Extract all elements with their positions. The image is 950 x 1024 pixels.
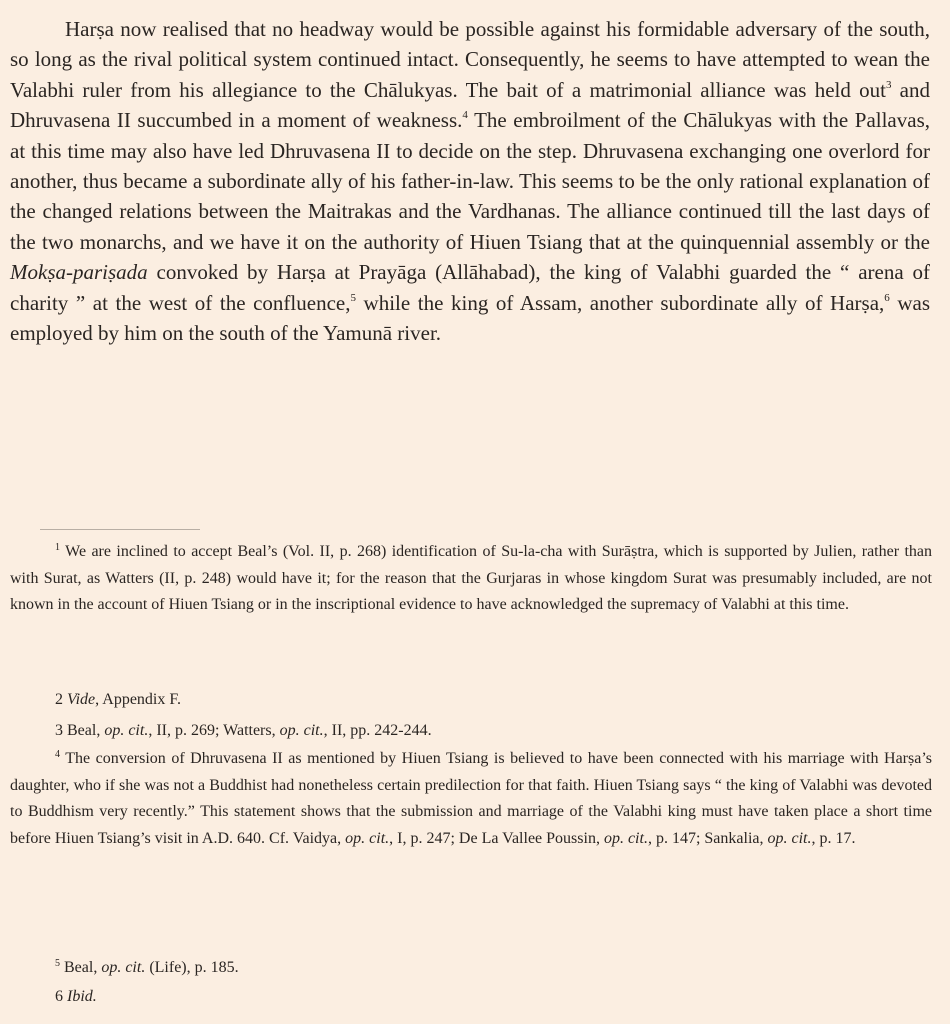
footnote-text bbox=[10, 955, 932, 982]
footnote-text bbox=[10, 746, 932, 852]
footnote-body: (Life), p. 185. bbox=[145, 959, 239, 976]
footnote-number: 5 bbox=[55, 958, 60, 969]
footnote-body: , II, pp. 242-244. bbox=[323, 722, 432, 739]
footnote-text bbox=[10, 539, 932, 619]
footnote-text bbox=[10, 687, 932, 714]
text-run: while the king of Assam, another subordinate ally of Harṣa, bbox=[355, 290, 885, 315]
footnote-6 bbox=[10, 984, 932, 1011]
footnote-ref-6[interactable]: 6 bbox=[884, 291, 890, 304]
footnote-body: The conversion of Dhruvasena II as mentioned by Hiuen Tsiang is believed to have been connected with his marriage with Harṣa’s daughter, who if she was not a Buddhist had nonetheless certain predilection for that faith. Hiuen Tsiang says “ the king of Valabhi was devoted to Buddhism very recently.” This statement shows that the submission and marriage of the Valabhi king must have taken place a short time before Hiuen Tsiang’s visit in bbox=[10, 750, 932, 847]
main-paragraph bbox=[10, 14, 930, 348]
footnote-5 bbox=[10, 955, 932, 982]
text-run: was employed by him on the south of the Yamunā river. bbox=[10, 290, 930, 346]
footnote-body: , p. 147; Sankalia, bbox=[647, 829, 768, 847]
footnote-1 bbox=[10, 539, 932, 619]
footnote-2 bbox=[10, 687, 932, 714]
footnote-number: 3 bbox=[55, 722, 63, 739]
italic-term: op. cit. bbox=[767, 829, 812, 847]
footnote-body: Beal, bbox=[60, 959, 102, 976]
italic-term: op. cit. bbox=[104, 722, 149, 739]
footnote-ref-3[interactable]: 3 bbox=[885, 78, 892, 91]
italic-term: Mokṣa-pariṣada bbox=[10, 260, 148, 285]
text-run: Harṣa now realised that no headway would be possible against his formidable adversary of the south, so long as the rival political system continued intact. Consequently, he seems to have attempted to wean the Valabhi ruler from his allegiance to the Chālukyas. The bait of a matrimonial alliance was held out bbox=[10, 17, 930, 102]
text-run: and Dhruvasena II succumbed in a moment of weakness. bbox=[10, 77, 930, 133]
body-text bbox=[10, 14, 930, 348]
footnote-body: , II, p. 269; Watters, bbox=[148, 722, 280, 739]
footnote-3 bbox=[10, 718, 932, 745]
footnote-body: , p. 17. bbox=[811, 829, 856, 847]
footnote-number: 6 bbox=[55, 988, 63, 1005]
footnote-body: Beal, bbox=[63, 722, 105, 739]
footnote-ref-5[interactable]: 5 bbox=[350, 291, 356, 304]
italic-term: Vide bbox=[67, 691, 96, 708]
footnote-body: 640. Cf. Vaidya, bbox=[233, 829, 346, 847]
footnote-4 bbox=[10, 746, 932, 852]
footnote-text bbox=[10, 984, 932, 1011]
era-abbrev: A.D. bbox=[201, 829, 234, 847]
footnote-ref-4[interactable]: 4 bbox=[462, 109, 468, 122]
footnote-text bbox=[10, 718, 932, 745]
italic-term: op. cit. bbox=[603, 829, 648, 847]
text-run: convoked by Harṣa at Prayāga (Allāhabad), the king of Valabhi guarded the “ arena of charity ” at the west of the confluence, bbox=[10, 260, 930, 315]
footnote-number: 2 bbox=[55, 691, 63, 708]
footnote-number: 1 bbox=[55, 542, 60, 553]
footnote-number: 4 bbox=[55, 749, 60, 760]
italic-term: op. cit. bbox=[345, 829, 390, 847]
italic-term: op. cit. bbox=[101, 959, 146, 976]
italic-term: Ibid. bbox=[67, 988, 97, 1005]
footnote-body: We are inclined to accept Beal’s (Vol. II, p. 268) identification of Su-la-cha with Surāṣtra, which is supported by Julien, rather than with Surat, as Watters (II, p. 248) would have it; for the reason that the Gurjaras in whose kingdom Surat was presumably included, are not known in the account of Hiuen Tsiang or in the inscriptional evidence to have acknowledged the supremacy of Valabhi at this time. bbox=[10, 543, 932, 613]
footnote-divider bbox=[40, 529, 200, 530]
italic-term: op. cit. bbox=[279, 722, 324, 739]
footnote-body: , I, p. 247; De La Vallee Poussin, bbox=[389, 829, 604, 847]
footnote-body: , Appendix F. bbox=[95, 691, 181, 708]
text-run: The embroilment of the Chālukyas with the Pallavas, at this time may also have led Dhruvasena II to decide on the step. Dhruvasena exchanging one overlord for another, thus became a subordinate ally of his father-in-law. This seems to be the only rational explanation of the changed relations between the Maitrakas and the Vardhanas. The alliance continued till the last days of the two monarchs, and we have it on the authority of Hiuen Tsiang that at the quinquennial assembly or the bbox=[10, 108, 930, 254]
